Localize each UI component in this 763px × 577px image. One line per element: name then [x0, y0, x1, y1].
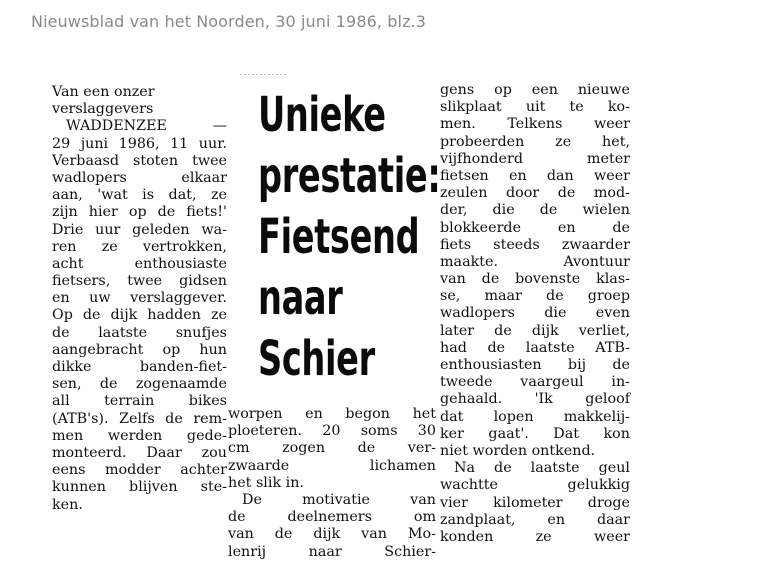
headline-line: Unieke: [258, 87, 386, 143]
article-text-line: 29 juni 1986, 11 uur.: [52, 135, 227, 152]
column-rule: [240, 74, 286, 75]
article-text-line: Drie uur geleden wa-: [52, 221, 227, 238]
article-text-line: cm zogen de ver-: [228, 440, 436, 457]
article-text-line: probeerden ze het,: [440, 133, 630, 150]
article-text-line: verslaggevers: [52, 101, 154, 118]
article-column-1: [52, 84, 227, 514]
image-caption: Nieuwsblad van het Noorden, 30 juni 1986, blz.3: [31, 12, 427, 31]
article-text-line: zeulen door de mod-: [440, 185, 630, 202]
article-text-line: vier kilometer droge: [440, 494, 630, 511]
headline-line: Fietsend: [258, 209, 420, 265]
article-text-line: gehaald. 'Ik geloof: [440, 391, 630, 408]
article-text-line: (ATB's). Zelfs de rem-: [52, 410, 227, 427]
article-text-line: all terrain bikes: [52, 393, 227, 410]
article-text-line: ren ze vertrokken,: [52, 238, 227, 255]
article-text-line: fietsen en dan weer: [440, 167, 630, 184]
article-text-line: de laatste snufjes: [52, 324, 227, 341]
article-text-line: niet worden ontkend.: [440, 442, 596, 459]
article-text-line: dikke banden-fiet-: [52, 359, 227, 375]
article-text-line: later de dijk verliet,: [440, 322, 630, 339]
article-text-line: de deelnemers om: [228, 509, 436, 526]
article-text-line: monteerd. Daar zou: [52, 444, 227, 461]
article-text-line: wachtte gelukkig: [440, 477, 630, 494]
article-text-line: WADDENZEE —: [66, 118, 227, 135]
article-text-line: lenrij naar Schier-: [228, 543, 436, 560]
article-text-line: het slik in.: [228, 474, 304, 491]
article-text-line: maakte. Avontuur: [440, 253, 630, 270]
article-text-line: eens modder achter: [52, 462, 227, 479]
article-text-line: Van een onzer: [52, 84, 155, 100]
article-text-line: zandplaat, en daar: [440, 511, 630, 528]
article-text-line: gens op een nieuwe: [440, 82, 630, 98]
headline-line: prestatie:: [258, 148, 441, 204]
article-text-line: Verbaasd stoten twee: [52, 152, 227, 169]
article-text-line: worpen en begon het: [228, 406, 436, 422]
article-text-line: zijn hier op de fiets!': [52, 204, 227, 221]
article-text-line: enthousiasten bij de: [440, 357, 630, 373]
article-text-line: zwaarde lichamen: [228, 457, 436, 474]
article-text-line: Na de laatste geul: [454, 460, 630, 477]
article-text-line: wadlopers elkaar: [52, 169, 227, 186]
article-text-line: van de bovenste klas-: [440, 271, 630, 288]
article-text-line: vijfhonderd meter: [440, 150, 630, 167]
article-text-line: der, die de wielen: [440, 202, 630, 219]
article-text-line: aangebracht op hun: [52, 341, 227, 358]
article-text-line: aan, 'wat is dat, ze: [52, 187, 227, 204]
article-text-line: en uw verslaggever.: [52, 290, 227, 307]
article-text-line: had de laatste ATB-: [440, 339, 630, 356]
article-text-line: De motivatie van: [242, 491, 436, 508]
article-text-line: men. Telkens weer: [440, 116, 630, 133]
article-text-line: wadlopers die even: [440, 305, 630, 322]
article-column-3: [440, 82, 630, 546]
headline-line: naar: [258, 270, 343, 326]
article-text-line: se, maar de groep: [440, 288, 630, 305]
article-text-line: van de dijk van Mo-: [228, 526, 436, 543]
article-text-line: fiets steeds zwaarder: [440, 236, 630, 253]
article-text-line: sen, de zogenaamde: [52, 376, 227, 393]
article-text-line: konden ze weer: [440, 528, 630, 545]
article-text-line: kunnen blijven ste-: [52, 479, 227, 496]
article-text-line: blokkeerde en de: [440, 219, 630, 236]
article-text-line: ken.: [52, 496, 83, 513]
article-text-line: ploeteren. 20 soms 30: [228, 423, 436, 440]
headline-line: Schier: [258, 331, 375, 387]
article-text-line: slikplaat uit te ko-: [440, 99, 630, 116]
article-text-line: ker gaat'. Dat kon: [440, 425, 630, 442]
article-text-line: dat lopen makkelij-: [440, 408, 630, 425]
article-headline: [258, 85, 441, 390]
article-text-line: tweede vaargeul in-: [440, 374, 630, 391]
article-column-2: [228, 406, 436, 561]
article-text-line: acht enthousiaste: [52, 255, 227, 272]
article-text-line: men werden gede-: [52, 427, 227, 444]
article-text-line: Op de dijk hadden ze: [52, 307, 227, 324]
newspaper-clipping: [30, 60, 763, 577]
article-text-line: fietsers, twee gidsen: [52, 273, 227, 290]
